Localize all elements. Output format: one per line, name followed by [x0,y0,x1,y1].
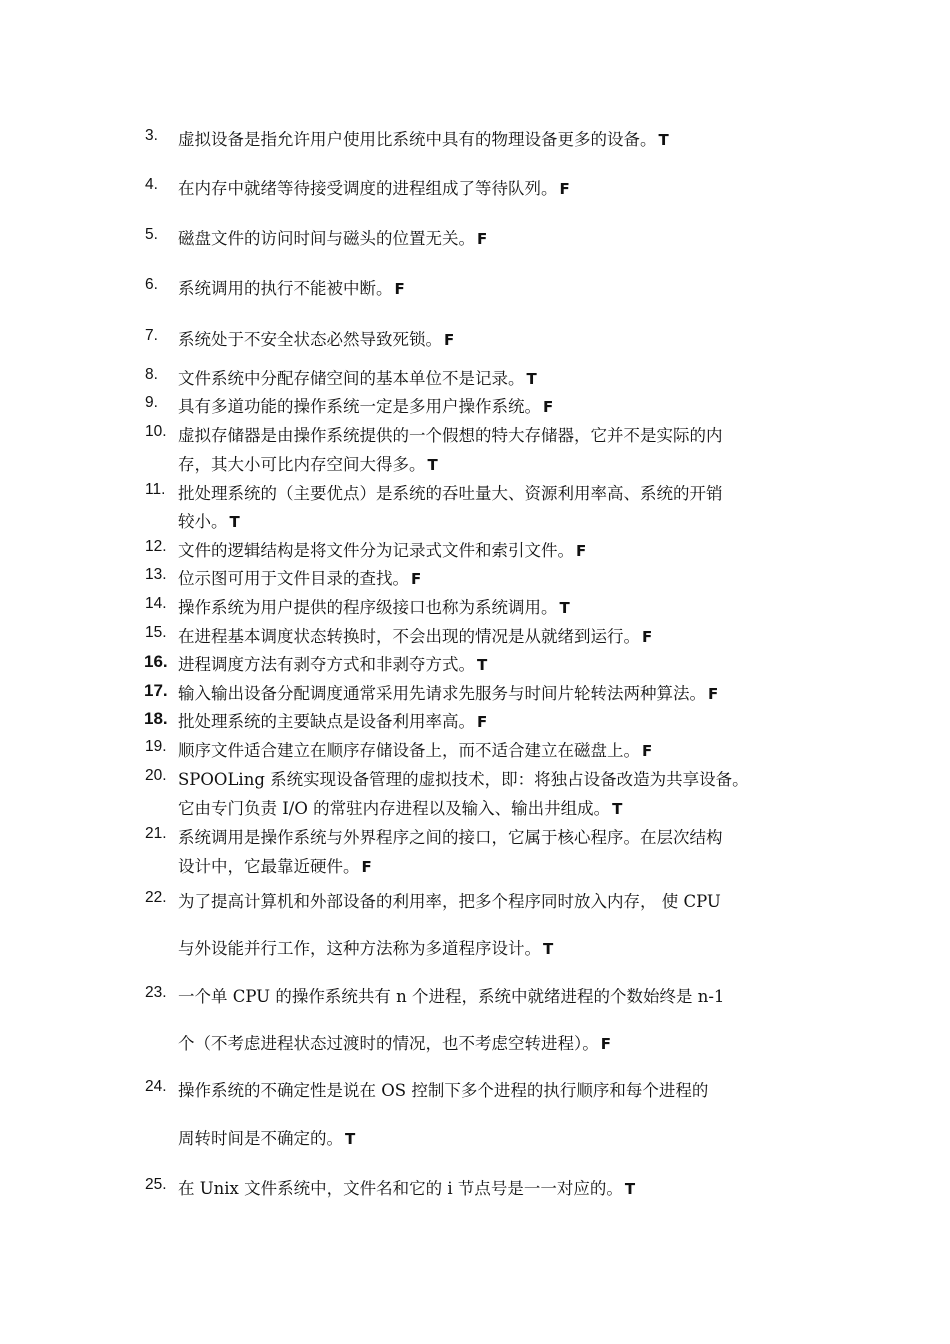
question-text: 文件系统中分配存储空间的基本单位不是记录。 [178,369,525,388]
question-text: 操作系统为用户提供的程序级接口也称为系统调用。 [178,598,558,617]
question-text-line [178,480,723,504]
answer-mark: T [658,131,669,149]
question-number: 18. [144,709,168,728]
answer-mark: F [576,542,587,560]
question-text-line [178,824,723,848]
question-number: 11. [145,481,166,498]
question-text-line [178,126,669,150]
question-text: 周转时间是不确定的。 [178,1129,343,1148]
answer-mark: F [543,398,554,416]
answer-mark: F [444,331,455,349]
question-number: 13. [145,566,167,583]
question-text: 系统处于不安全状态必然导致死锁。 [178,330,442,349]
question-text: 个（不考虑进程状态过渡时的情况，也不考虑空转进程）。 [178,1034,599,1053]
question-text-line [178,708,487,732]
question-text-line [178,508,240,532]
answer-mark: F [361,858,372,876]
question-number: 25. [145,1176,167,1193]
question-text-line [178,888,721,912]
question-text-line [178,225,487,249]
answer-mark: F [600,1035,611,1053]
question-number: 20. [145,767,167,784]
question-text: 在进程基本调度状态转换时，不会出现的情况是从就绪到运行。 [178,627,640,646]
question-number: 12. [145,538,167,555]
question-text: 虚拟设备是指允许用户使用比系统中具有的物理设备更多的设备。 [178,130,657,149]
question-text: 在 Unix 文件系统中，文件名和它的 i 节点号是一一对应的。 [178,1179,623,1198]
question-text-line [178,565,421,589]
question-number: 19. [145,738,167,755]
question-text-line [178,935,553,959]
question-text: 较小。 [178,512,228,531]
answer-mark: T [559,599,570,617]
question-number: 24. [145,1078,167,1095]
question-text: 位示图可用于文件目录的查找。 [178,569,409,588]
question-text: 输入输出设备分配调度通常采用先请求先服务与时间片轮转法两种算法。 [178,684,706,703]
question-text: 系统调用是操作系统与外界程序之间的接口，它属于核心程序。在层次结构 [178,828,723,847]
answer-mark: F [559,180,570,198]
question-text-line [178,623,652,647]
answer-mark: T [526,370,537,388]
question-text: 进程调度方法有剥夺方式和非剥夺方式。 [178,655,475,674]
question-text: 它由专门负责 I/O 的常驻内存进程以及输入、输出井组成。 [178,799,611,818]
question-text: SPOOLing 系统实现设备管理的虚拟技术，即：将独占设备改造为共享设备。 [178,770,749,789]
question-text: 在内存中就绪等待接受调度的进程组成了等待队列。 [178,179,558,198]
question-number: 6. [145,276,158,293]
question-text-line [178,451,438,475]
question-number: 5. [145,226,158,243]
answer-mark: F [394,280,405,298]
question-number: 3. [145,127,158,144]
question-text-line [178,1077,708,1101]
question-text-line [178,1125,355,1149]
question-text: 设计中，它最靠近硬件。 [178,857,360,876]
question-number: 7. [145,327,158,344]
answer-mark: T [427,456,438,474]
answer-mark: F [411,570,422,588]
question-text-line [178,422,723,446]
question-text-line [178,326,454,350]
answer-mark: F [708,685,719,703]
question-text-line [178,1030,611,1054]
question-number: 9. [145,394,158,411]
question-text: 具有多道功能的操作系统一定是多用户操作系统。 [178,397,541,416]
answer-mark: T [229,513,240,531]
question-text: 文件的逻辑结构是将文件分为记录式文件和索引文件。 [178,541,574,560]
question-number: 15. [145,624,167,641]
question-text-line [178,680,718,704]
question-text-line [178,275,405,299]
question-number: 21. [145,825,167,842]
question-text-line [178,175,570,199]
question-text-line [178,537,586,561]
question-number: 10. [145,423,167,440]
question-text: 顺序文件适合建立在顺序存储设备上，而不适合建立在磁盘上。 [178,741,640,760]
question-number: 22. [145,889,167,906]
answer-mark: F [642,628,653,646]
question-text: 存，其大小可比内存空间大得多。 [178,455,426,474]
question-text: 批处理系统的（主要优点）是系统的吞吐量大、资源利用率高、系统的开销 [178,484,723,503]
question-text: 一个单 CPU 的操作系统共有 n 个进程，系统中就绪进程的个数始终是 n-1 [178,987,725,1006]
answer-mark: F [477,230,488,248]
question-text-line [178,983,724,1007]
question-number: 16. [144,652,168,671]
question-text-line [178,795,622,819]
answer-mark: T [624,1180,636,1198]
answer-mark: F [477,713,488,731]
question-text-line [178,365,537,389]
question-number: 4. [145,176,158,193]
question-number: 14. [145,595,167,612]
question-text-line [178,1175,635,1199]
question-text: 虚拟存储器是由操作系统提供的一个假想的特大存储器，它并不是实际的内 [178,426,723,445]
question-text-line [178,737,652,761]
question-text: 磁盘文件的访问时间与磁头的位置无关。 [178,229,475,248]
question-text: 为了提高计算机和外部设备的利用率，把多个程序同时放入内存， 使 CPU [178,892,721,911]
question-text: 系统调用的执行不能被中断。 [178,279,393,298]
question-text: 批处理系统的主要缺点是设备利用率高。 [178,712,475,731]
answer-mark: F [642,742,653,760]
question-text: 操作系统的不确定性是说在 OS 控制下多个进程的执行顺序和每个进程的 [178,1081,709,1100]
answer-mark: T [345,1130,356,1148]
question-text: 与外设能并行工作，这种方法称为多道程序设计。 [178,939,541,958]
question-text-line [178,853,372,877]
question-number: 23. [145,984,167,1001]
question-number: 17. [144,681,168,700]
question-number: 8. [145,366,158,383]
question-text-line [178,651,487,675]
answer-mark: T [477,656,488,674]
question-text-line [178,393,553,417]
answer-mark: T [612,800,623,818]
question-text-line [178,766,749,790]
answer-mark: T [543,940,554,958]
question-text-line [178,594,570,618]
